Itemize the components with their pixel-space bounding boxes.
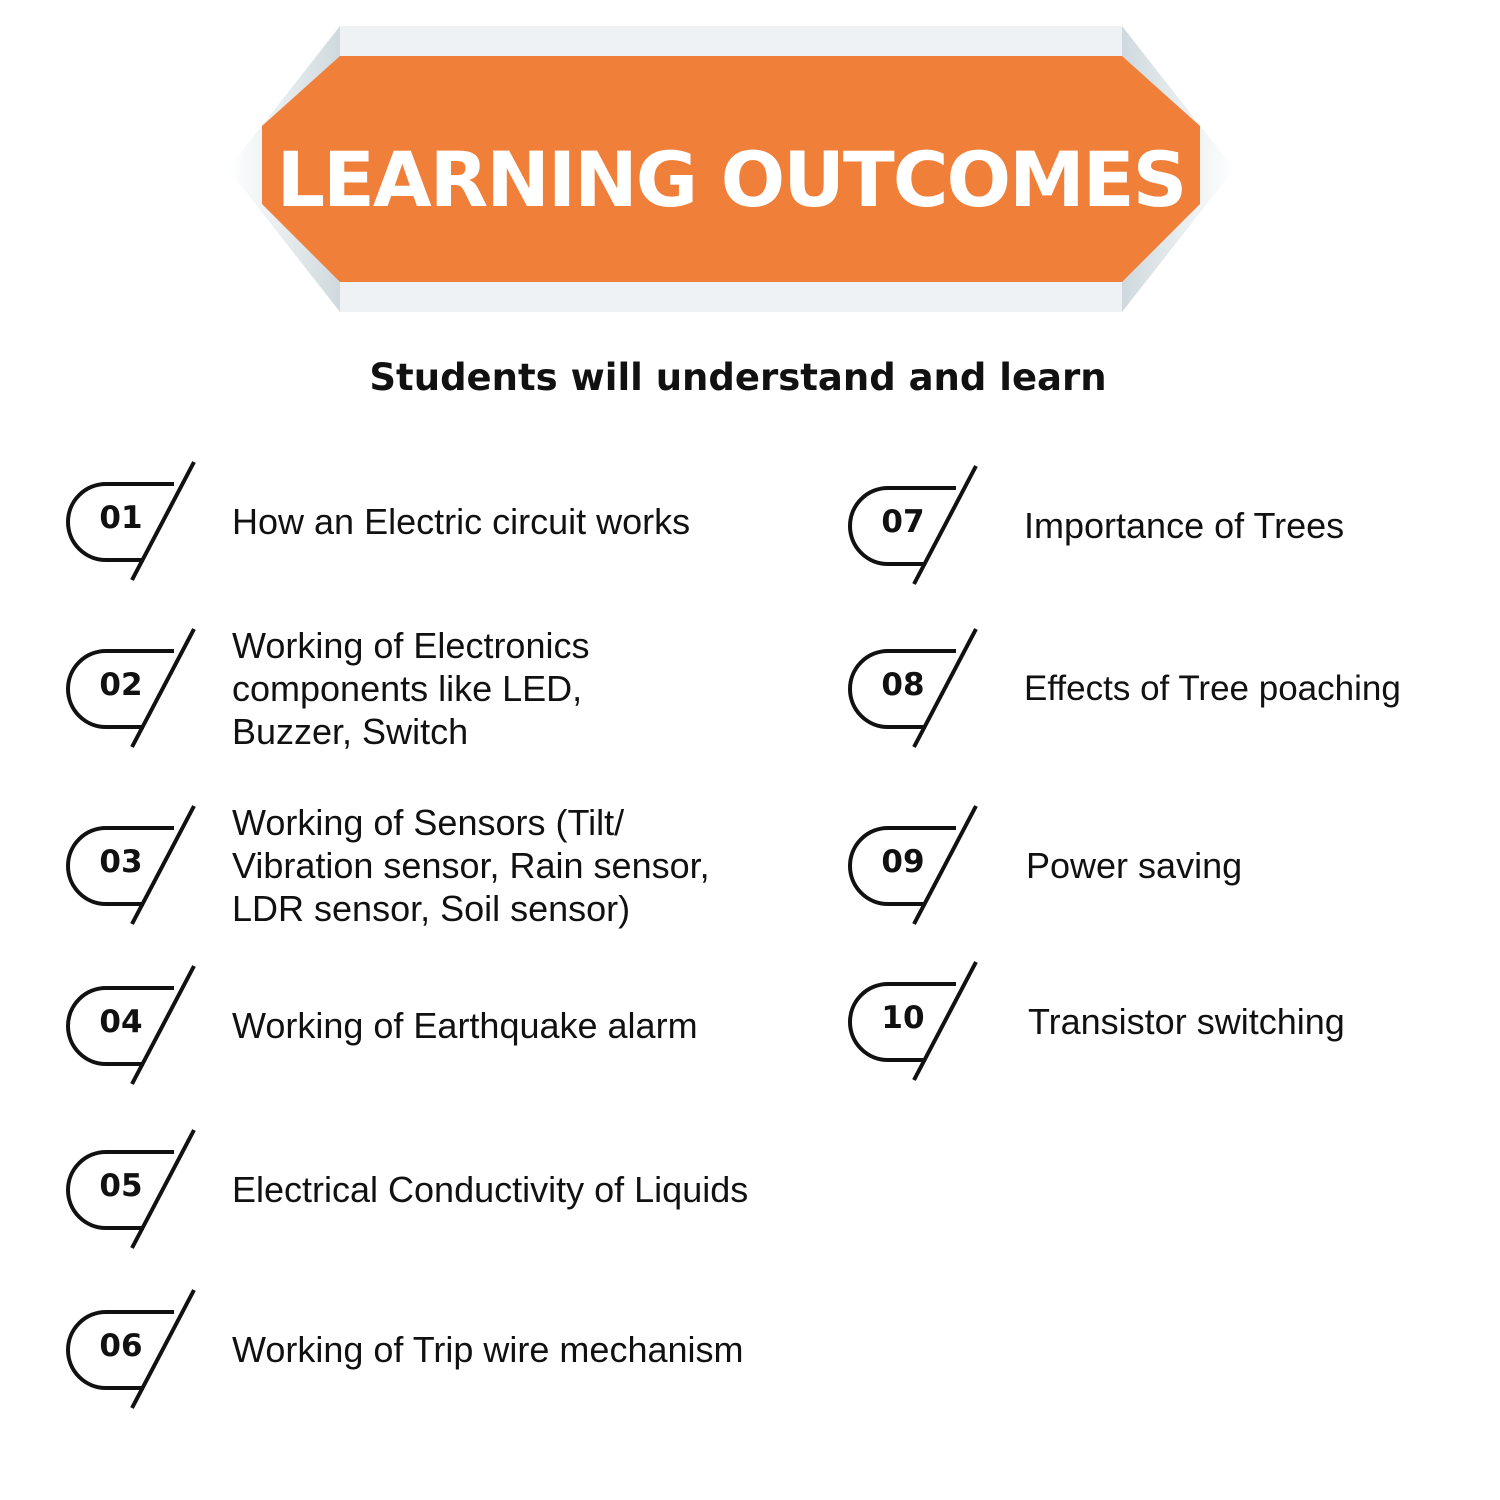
outcome-text: Transistor switching bbox=[1028, 1000, 1345, 1042]
outcome-item bbox=[848, 802, 1488, 928]
title-banner bbox=[228, 26, 1234, 312]
outcome-number: 09 bbox=[881, 844, 925, 880]
number-badge bbox=[66, 962, 196, 1088]
number-badge bbox=[848, 625, 978, 751]
outcome-number: 01 bbox=[99, 500, 143, 536]
outcome-text: Importance of Trees bbox=[1024, 504, 1345, 546]
outcome-item bbox=[66, 1126, 806, 1252]
outcome-number: 07 bbox=[881, 504, 925, 540]
outcome-number: 02 bbox=[99, 667, 143, 703]
banner-title: LEARNING OUTCOMES bbox=[276, 135, 1186, 224]
outcome-item bbox=[848, 958, 1488, 1084]
number-badge bbox=[66, 1286, 196, 1412]
number-badge bbox=[848, 802, 978, 928]
outcome-number: 08 bbox=[881, 667, 925, 703]
number-badge bbox=[848, 958, 978, 1084]
outcome-item bbox=[848, 462, 1488, 588]
outcome-text: How an Electric circuit works bbox=[232, 500, 691, 542]
outcome-text: Effects of Tree poaching bbox=[1024, 668, 1401, 708]
outcome-text: Working of Earthquake alarm bbox=[232, 1004, 698, 1046]
outcome-item bbox=[66, 802, 806, 928]
outcome-number: 06 bbox=[99, 1328, 143, 1364]
number-badge bbox=[66, 458, 196, 584]
outcome-text: Working of Trip wire mechanism bbox=[232, 1328, 744, 1370]
outcome-item bbox=[66, 458, 806, 584]
outcome-item bbox=[66, 625, 806, 751]
number-badge bbox=[66, 802, 196, 928]
outcome-number: 10 bbox=[881, 1000, 925, 1036]
outcome-text: Electrical Conductivity of Liquids bbox=[232, 1168, 749, 1210]
outcome-item bbox=[848, 625, 1488, 751]
outcome-number: 04 bbox=[99, 1004, 143, 1040]
number-badge bbox=[66, 625, 196, 751]
outcome-number: 05 bbox=[99, 1168, 143, 1204]
outcome-number: 03 bbox=[99, 844, 143, 880]
number-badge bbox=[66, 1126, 196, 1252]
outcome-item bbox=[66, 1286, 806, 1412]
number-badge bbox=[848, 462, 978, 588]
outcome-item bbox=[66, 962, 806, 1088]
outcome-text: Working of Electronics components like LED, Buzzer, Switch bbox=[232, 624, 590, 752]
outcome-text: Power saving bbox=[1026, 844, 1243, 886]
subtitle: Students will understand and learn bbox=[369, 356, 1107, 399]
outcome-text: Working of Sensors (Tilt/ Vibration sensor, Rain sensor, LDR sensor, Soil sensor) bbox=[232, 801, 710, 929]
